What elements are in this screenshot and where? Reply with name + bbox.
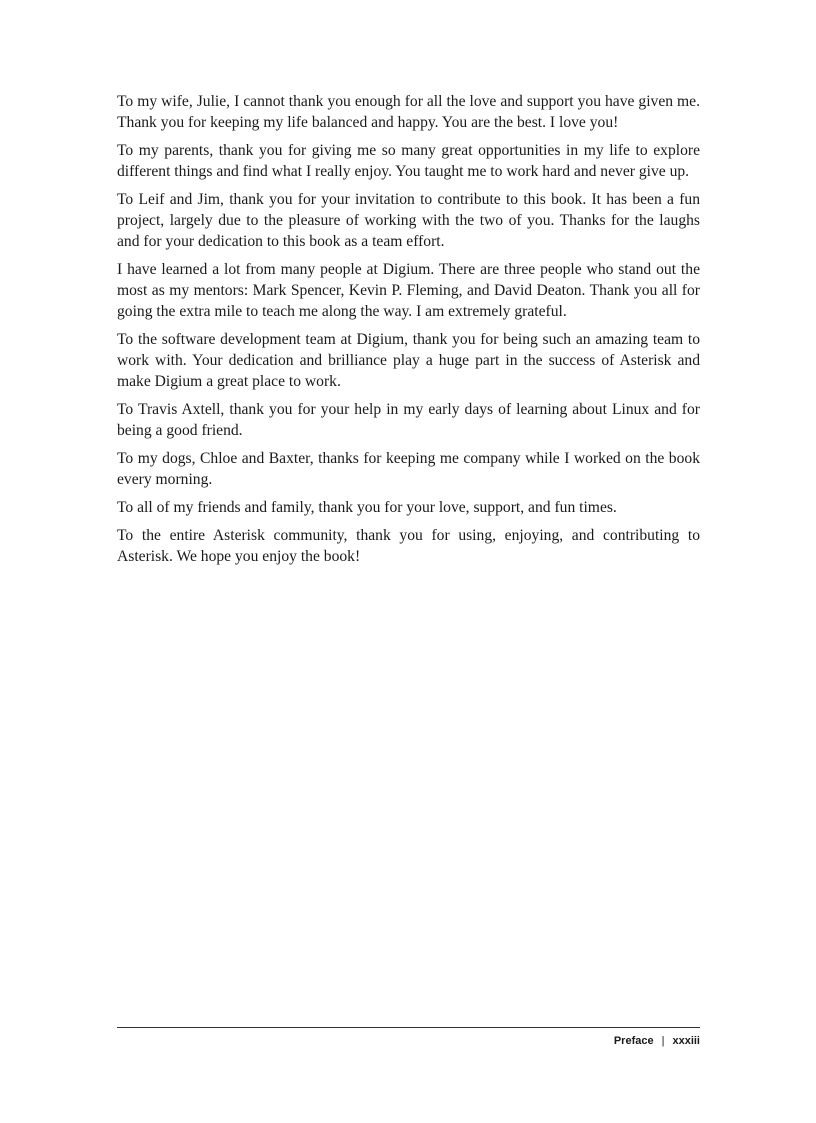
paragraph-dogs: To my dogs, Chloe and Baxter, thanks for keeping me company while I worked on the book every morning.: [117, 450, 700, 488]
paragraph-community: To the entire Asterisk community, thank you for using, enjoying, and contributing to Asterisk. We hope you enjoy the book!: [117, 527, 700, 565]
paragraph-dev-team: To the software development team at Digium, thank you for being such an amazing team to work with. Your dedication and brilliance play a huge part in the success of Asterisk and make Digium a great place to work.: [117, 331, 700, 390]
paragraph-travis: To Travis Axtell, thank you for your help in my early days of learning about Linux and for being a good friend.: [117, 401, 700, 439]
page-footer: [117, 1035, 700, 1047]
footer-rule: [117, 1027, 700, 1028]
paragraph-wife: To my wife, Julie, I cannot thank you enough for all the love and support you have given me. Thank you for keeping my life balanced and happy. You are the best. I love you!: [117, 93, 700, 131]
page-number: xxxiii: [672, 1035, 700, 1047]
footer-separator: |: [661, 1035, 665, 1047]
paragraph-parents: To my parents, thank you for giving me so many great opportunities in my life to explore different things and find what I really enjoy. You taught me to work hard and never give up.: [117, 142, 700, 180]
paragraph-digium-mentors: I have learned a lot from many people at Digium. There are three people who stand out the most as my mentors: Mark Spencer, Kevin P. Fleming, and David Deaton. Thank you all for going the extra mile to teach me along the way. I am extremely grateful.: [117, 261, 700, 320]
footer-section-title: Preface: [613, 1035, 654, 1047]
page-body: [117, 91, 700, 574]
paragraph-friends-family: To all of my friends and family, thank you for your love, support, and fun times.: [117, 499, 617, 516]
paragraph-leif-jim: To Leif and Jim, thank you for your invitation to contribute to this book. It has been a fun project, largely due to the pleasure of working with the two of you. Thanks for the laughs and for your dedication to this book as a team effort.: [117, 191, 700, 250]
